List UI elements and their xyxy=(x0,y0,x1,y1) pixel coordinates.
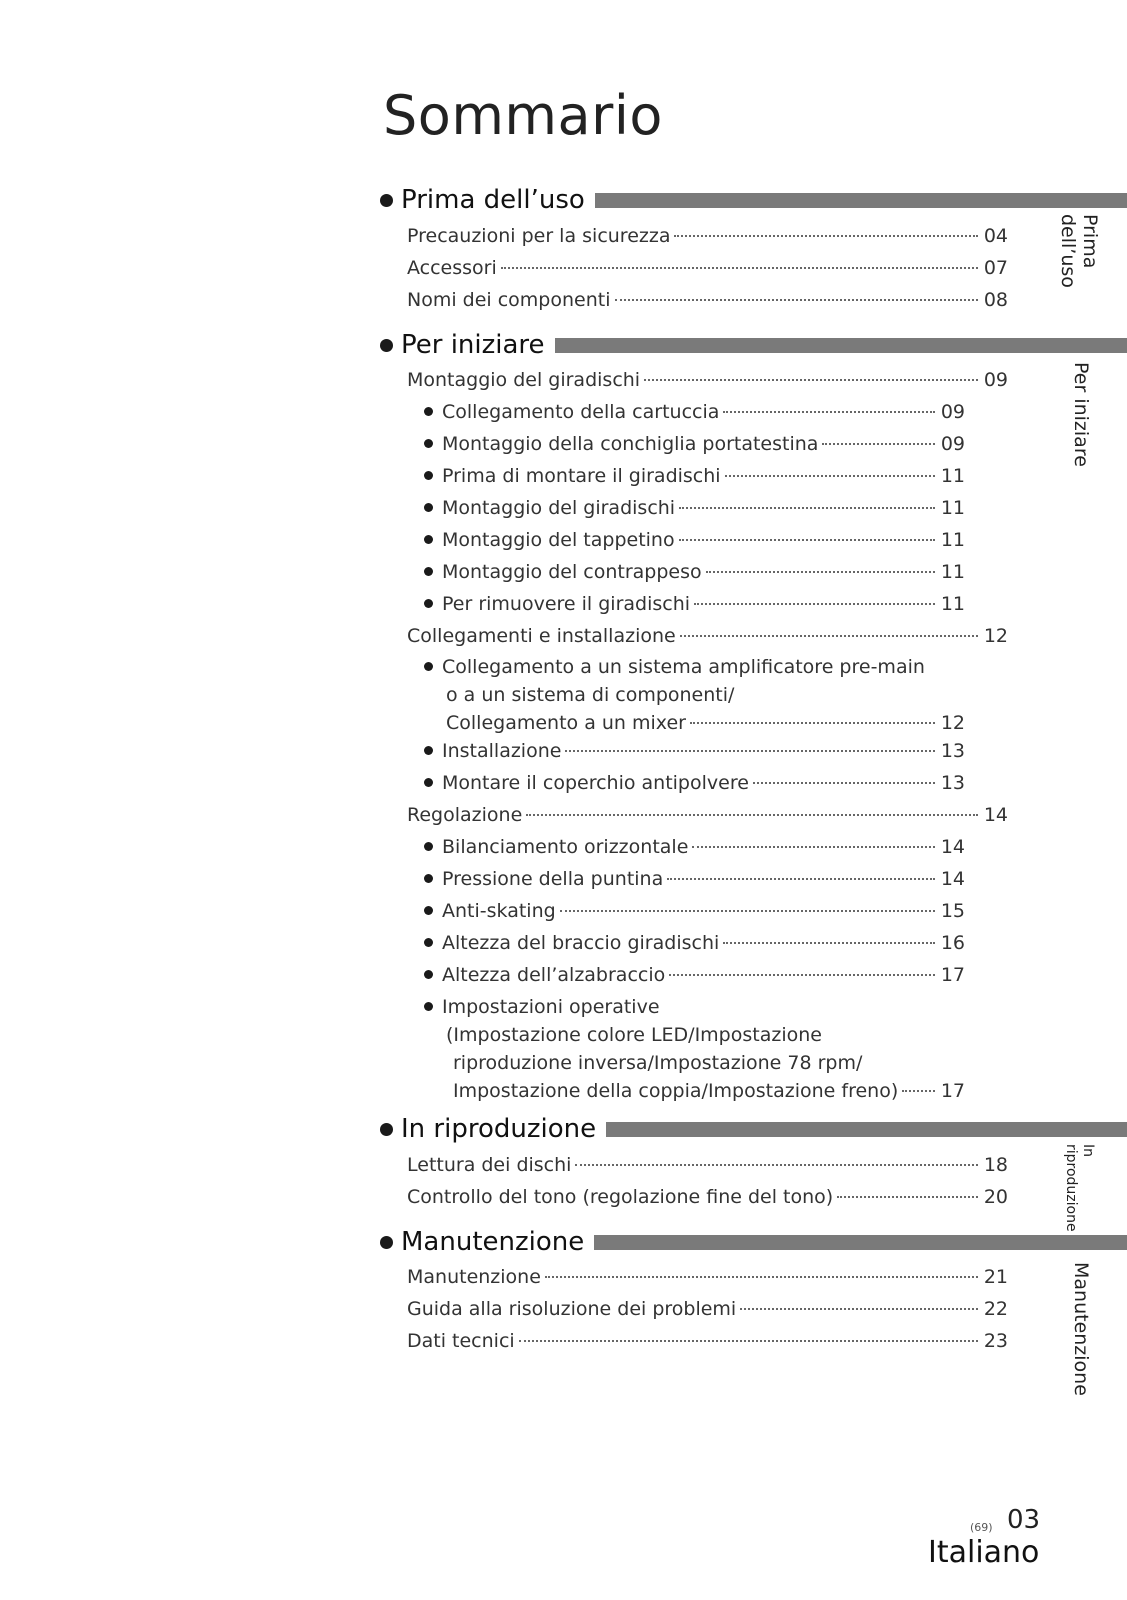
toc-entry-text: Controllo del tono (regolazione fine del tono) xyxy=(407,1186,834,1208)
toc-entry-text: Prima di montare il giradischi xyxy=(442,465,721,487)
list-bullet xyxy=(424,938,433,947)
toc-entry-page: 21 xyxy=(983,1266,1008,1288)
section-bullet xyxy=(380,339,393,352)
list-bullet xyxy=(424,407,433,416)
toc-entry-text: Bilanciamento orizzontale xyxy=(442,836,689,858)
toc-entry-page: 09 xyxy=(940,401,965,423)
list-bullet xyxy=(424,535,433,544)
section-bar xyxy=(595,193,1127,208)
toc-entry-page: 09 xyxy=(983,369,1008,391)
toc-entry-text: Collegamenti e installazione xyxy=(407,625,676,647)
toc-entry-page: 11 xyxy=(940,593,965,615)
toc-subentry-line1[interactable] xyxy=(424,993,965,1021)
toc-entry-page: 22 xyxy=(983,1298,1008,1320)
leader-dots xyxy=(679,539,935,541)
toc-entry-text: Nomi dei componenti xyxy=(407,289,611,311)
toc-entry-page: 17 xyxy=(940,964,965,986)
leader-dots xyxy=(667,878,935,880)
toc-entry[interactable] xyxy=(407,366,1008,394)
section-heading-manutenzione xyxy=(380,1224,1127,1260)
section-bar xyxy=(555,338,1127,353)
leader-dots xyxy=(680,635,978,637)
side-tab-line: Per iniziare xyxy=(1070,362,1092,467)
toc-entry-text: Montaggio del giradischi xyxy=(442,497,676,519)
leader-dots xyxy=(740,1308,978,1310)
side-tab-line: Prima xyxy=(1079,214,1101,269)
list-bullet xyxy=(424,778,433,787)
toc-entry-text: Dati tecnici xyxy=(407,1330,515,1352)
toc-entry-text: Altezza dell’alzabraccio xyxy=(442,964,666,986)
leader-dots xyxy=(674,235,978,237)
toc-subentry[interactable] xyxy=(424,558,965,586)
section-heading-in-riproduzione xyxy=(380,1111,1127,1147)
leader-dots xyxy=(902,1090,935,1092)
list-bullet xyxy=(424,906,433,915)
toc-entry-page: 14 xyxy=(940,868,965,890)
toc-entry-text: Guida alla risoluzione dei problemi xyxy=(407,1298,737,1320)
toc-entry-text: Regolazione xyxy=(407,804,523,826)
list-bullet xyxy=(424,874,433,883)
leader-dots xyxy=(565,750,935,752)
page-title: Sommario xyxy=(383,84,663,147)
toc-entry-page: 12 xyxy=(940,712,965,734)
toc-entry-page: 14 xyxy=(940,836,965,858)
toc-entry-text: Collegamento della cartuccia xyxy=(442,401,720,423)
toc-subentry[interactable] xyxy=(424,398,965,426)
leader-dots xyxy=(753,782,935,784)
toc-entry-text: Montaggio della conchiglia portatestina xyxy=(442,433,819,455)
toc-entry-text: Montaggio del contrappeso xyxy=(442,561,702,583)
toc-entry-continuation: (Impostazione colore LED/Impostazione xyxy=(446,1024,822,1046)
section-label: Manutenzione xyxy=(401,1227,585,1257)
toc-entry-page: 15 xyxy=(940,900,965,922)
toc-entry-text: Impostazione della coppia/Impostazione freno) xyxy=(453,1080,899,1102)
leader-dots xyxy=(519,1340,978,1342)
toc-entry[interactable] xyxy=(407,1151,1008,1179)
toc-entry-page: 09 xyxy=(940,433,965,455)
section-bar xyxy=(606,1122,1127,1137)
section-label: In riproduzione xyxy=(401,1114,597,1144)
toc-entry-continuation: riproduzione inversa/Impostazione 78 rpm/ xyxy=(453,1052,863,1074)
toc-entry[interactable] xyxy=(407,254,1008,282)
toc-entry[interactable] xyxy=(407,1263,1008,1291)
toc-entry-text: Collegamento a un mixer xyxy=(446,712,686,734)
leader-dots xyxy=(545,1276,978,1278)
section-heading-per-iniziare xyxy=(380,327,1127,363)
toc-subentry[interactable] xyxy=(424,833,965,861)
list-bullet xyxy=(424,970,433,979)
leader-dots xyxy=(694,603,935,605)
toc-subentry[interactable] xyxy=(424,430,965,458)
toc-entry[interactable] xyxy=(407,1327,1008,1355)
toc-entry-page: 12 xyxy=(983,625,1008,647)
leader-dots xyxy=(723,411,935,413)
toc-entry[interactable] xyxy=(407,222,1008,250)
side-tab-line: Manutenzione xyxy=(1070,1262,1092,1396)
toc-entry-page: 11 xyxy=(940,529,965,551)
leader-dots xyxy=(723,942,935,944)
toc-subentry[interactable] xyxy=(424,961,965,989)
toc-entry-page: 13 xyxy=(940,740,965,762)
toc-subentry-line1[interactable] xyxy=(424,653,965,681)
toc-entry-page: 08 xyxy=(983,289,1008,311)
toc-entry-text: Installazione xyxy=(442,740,562,762)
footer-page-number: 03 xyxy=(1007,1505,1041,1535)
toc-entry[interactable] xyxy=(407,1295,1008,1323)
toc-entry-page: 04 xyxy=(983,225,1008,247)
toc-entry-continuation: o a un sistema di componenti/ xyxy=(446,684,735,706)
side-tab-line: dell’uso xyxy=(1057,214,1079,288)
list-bullet xyxy=(424,599,433,608)
leader-dots xyxy=(669,974,935,976)
section-label: Prima dell’uso xyxy=(401,185,585,215)
footer-global-page-number: (69) xyxy=(970,1521,993,1534)
footer-language: Italiano xyxy=(928,1535,1040,1570)
toc-entry-page: 07 xyxy=(983,257,1008,279)
section-heading-prima-dell-uso xyxy=(380,182,1127,218)
toc-subentry[interactable] xyxy=(424,897,965,925)
toc-entry-text: Accessori xyxy=(407,257,497,279)
leader-dots xyxy=(692,846,935,848)
side-tab-line: In xyxy=(1080,1144,1096,1158)
list-bullet xyxy=(424,439,433,448)
toc-entry-text: Montaggio del tappetino xyxy=(442,529,675,551)
leader-dots xyxy=(501,267,978,269)
leader-dots xyxy=(575,1164,978,1166)
toc-entry-page: 13 xyxy=(940,772,965,794)
toc-subentry[interactable] xyxy=(424,769,965,797)
toc-entry-text: Collegamento a un sistema amplificatore pre-main xyxy=(442,656,925,678)
toc-entry-text: Impostazioni operative xyxy=(442,996,660,1018)
toc-entry-text: Precauzioni per la sicurezza xyxy=(407,225,671,247)
toc-entry[interactable] xyxy=(407,1183,1008,1211)
toc-entry-page: 11 xyxy=(940,497,965,519)
toc-entry-text: Per rimuovere il giradischi xyxy=(442,593,691,615)
toc-entry-text: Lettura dei dischi xyxy=(407,1154,572,1176)
leader-dots xyxy=(644,379,978,381)
toc-subentry[interactable] xyxy=(424,737,965,765)
section-label: Per iniziare xyxy=(401,330,545,360)
toc-entry-text: Montare il coperchio antipolvere xyxy=(442,772,749,794)
toc-subentry[interactable] xyxy=(424,462,965,490)
side-tab-manutenzione[interactable] xyxy=(1070,1262,1092,1396)
toc-entry-text: Altezza del braccio giradischi xyxy=(442,932,720,954)
toc-entry-page: 17 xyxy=(940,1080,965,1102)
section-bullet xyxy=(380,1236,393,1249)
toc-entry-text: Anti-skating xyxy=(442,900,556,922)
toc-entry-page: 20 xyxy=(983,1186,1008,1208)
toc-entry-text: Montaggio del giradischi xyxy=(407,369,641,391)
list-bullet xyxy=(424,662,433,671)
leader-dots xyxy=(837,1196,978,1198)
list-bullet xyxy=(424,471,433,480)
toc-entry-page: 23 xyxy=(983,1330,1008,1352)
toc-subentry[interactable] xyxy=(424,494,965,522)
leader-dots xyxy=(560,910,935,912)
toc-entry-page: 16 xyxy=(940,932,965,954)
side-tab-in-riproduzione[interactable] xyxy=(1062,1144,1096,1232)
toc-entry-page: 18 xyxy=(983,1154,1008,1176)
list-bullet xyxy=(424,842,433,851)
toc-entry-text: Pressione della puntina xyxy=(442,868,664,890)
side-tab-per-iniziare[interactable] xyxy=(1070,362,1092,467)
toc-entry[interactable] xyxy=(407,286,1008,314)
list-bullet xyxy=(424,503,433,512)
list-bullet xyxy=(424,567,433,576)
toc-subentry-line3[interactable] xyxy=(446,709,965,737)
leader-dots xyxy=(526,814,978,816)
leader-dots xyxy=(725,475,935,477)
list-bullet xyxy=(424,746,433,755)
toc-subentry[interactable] xyxy=(424,865,965,893)
toc-entry-page: 11 xyxy=(940,561,965,583)
leader-dots xyxy=(615,299,979,301)
section-bar xyxy=(594,1235,1127,1250)
section-bullet xyxy=(380,1123,393,1136)
toc-subentry[interactable] xyxy=(424,590,965,618)
toc-entry-page: 11 xyxy=(940,465,965,487)
leader-dots xyxy=(679,507,935,509)
toc-entry[interactable] xyxy=(407,801,1008,829)
leader-dots xyxy=(706,571,935,573)
leader-dots xyxy=(690,722,935,724)
section-bullet xyxy=(380,194,393,207)
side-tab-prima-dell-uso[interactable] xyxy=(1057,214,1101,288)
list-bullet xyxy=(424,1002,433,1011)
toc-entry-page: 14 xyxy=(983,804,1008,826)
toc-subentry[interactable] xyxy=(424,526,965,554)
side-tab-line: riproduzione xyxy=(1063,1144,1079,1232)
toc-subentry[interactable] xyxy=(424,929,965,957)
leader-dots xyxy=(822,443,935,445)
toc-subentry-line4[interactable] xyxy=(453,1077,965,1105)
toc-entry-text: Manutenzione xyxy=(407,1266,541,1288)
toc-entry[interactable] xyxy=(407,622,1008,650)
